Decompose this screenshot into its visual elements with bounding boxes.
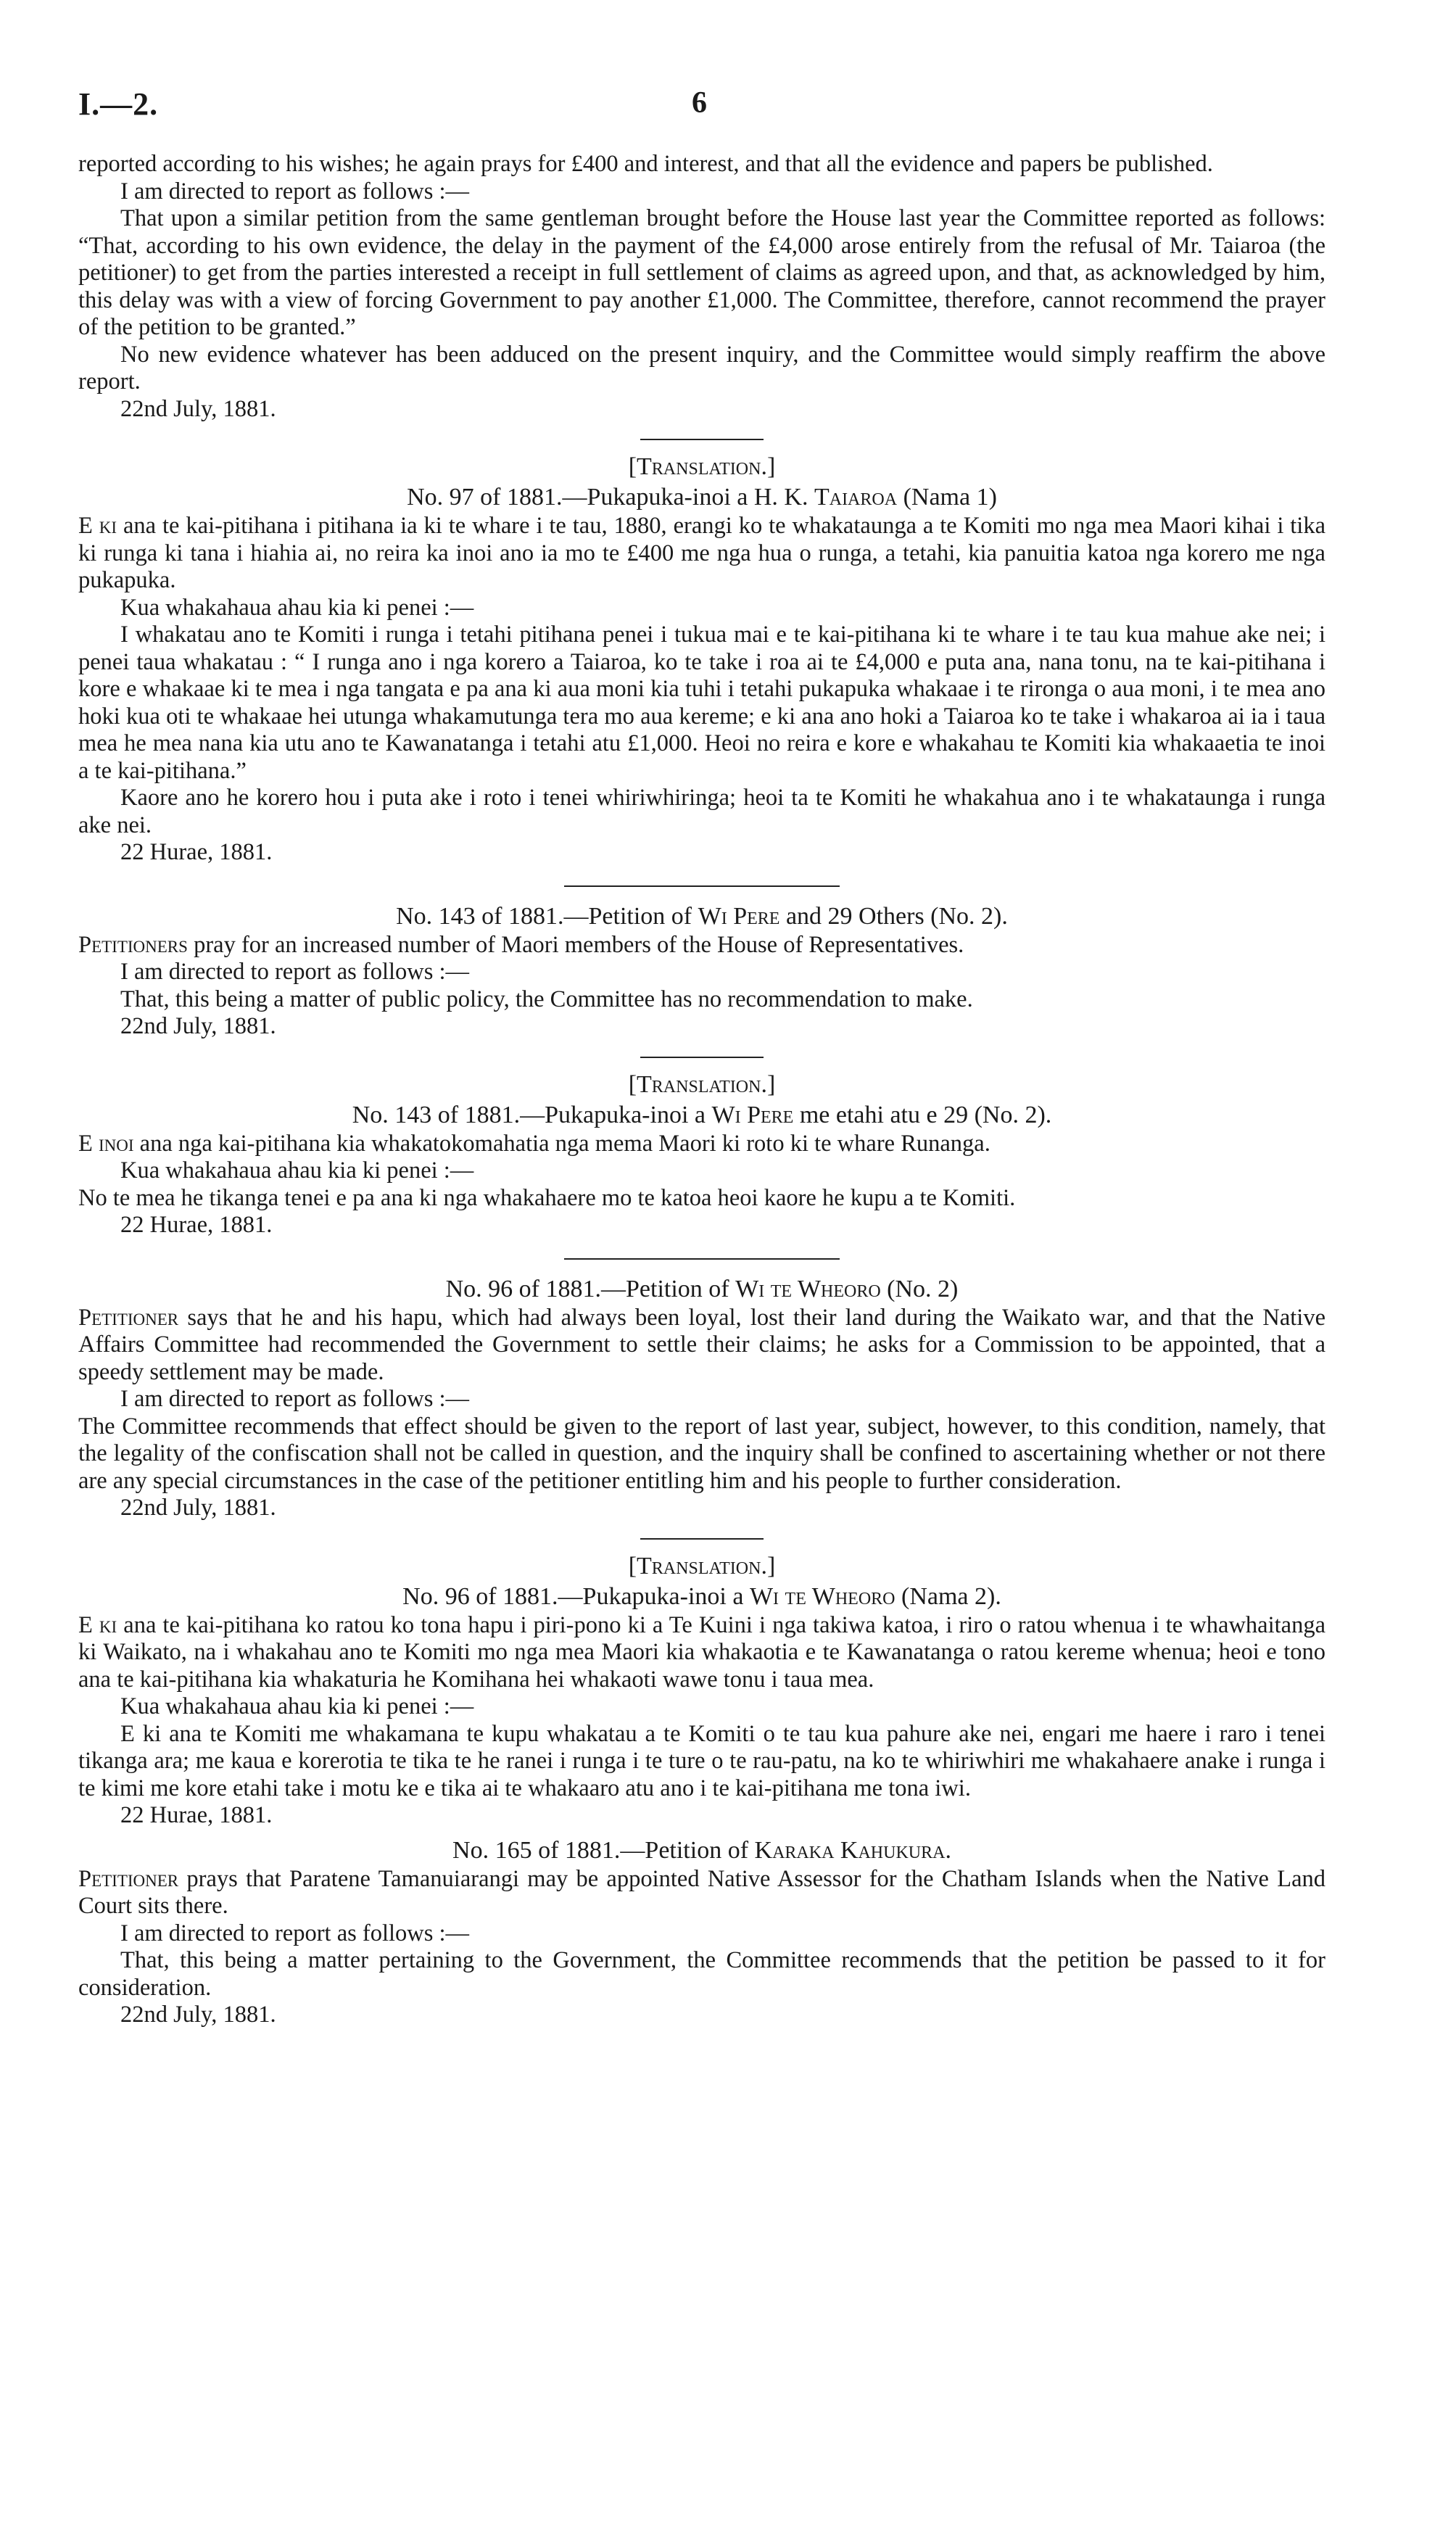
section-date: 22 Hurae, 1881. — [120, 1802, 273, 1828]
paragraph — [78, 932, 1325, 959]
paragraph: Kua whakahaua ahau kia ki penei :— — [120, 1157, 474, 1184]
heading-text: No. 96 of 1881.—Pukapuka-inoi a — [402, 1582, 744, 1610]
lead-words: E ki — [78, 513, 117, 539]
document-page — [78, 86, 1325, 2029]
section-date: 22 Hurae, 1881. — [120, 1212, 273, 1238]
intro-paragraph-1: reported according to his wishes; he again prays for £400 and interest, and that all the evidence and papers be published. — [78, 151, 1213, 177]
heading-suffix: (Nama 1) — [903, 484, 997, 511]
heading-name: Wi Pere — [698, 902, 780, 930]
section-heading-97-translation — [78, 482, 1325, 513]
heading-text: No. 97 of 1881.—Pukapuka-inoi a H. K. — [407, 484, 808, 511]
lead-words: E inoi — [78, 1130, 134, 1157]
divider — [640, 439, 764, 440]
paragraph — [78, 1866, 1325, 1920]
paragraph: I am directed to report as follows :— — [120, 959, 470, 985]
heading-suffix: me etahi atu e 29 (No. 2). — [799, 1101, 1052, 1128]
paragraph: I am directed to report as follows :— — [120, 1386, 470, 1412]
heading-text: No. 165 of 1881.—Petition of — [452, 1836, 749, 1864]
heading-name: Wi Pere — [711, 1101, 794, 1128]
paragraph-text: ana nga kai-pitihana kia whakatokomahatia nga mema Maori ki roto ki te whare Runanga. — [139, 1130, 990, 1157]
heading-name: Wi te Wheoro — [749, 1582, 895, 1610]
paragraph: No te mea he tikanga tenei e pa ana ki nga whakahaere mo te katoa heoi kaore he kupu a te Komiti. — [78, 1184, 1016, 1211]
page-number: 6 — [692, 86, 707, 120]
paragraph: Kua whakahaua ahau kia ki penei :— — [120, 594, 474, 621]
heading-suffix: and 29 Others (No. 2). — [785, 902, 1008, 930]
divider — [640, 1057, 764, 1058]
paragraph: That, this being a matter of public policy, the Committee has no recommendation to make. — [120, 986, 973, 1012]
paragraph: I whakatau ano te Komiti i runga i tetahi pitihana penei i tukua mai e te kai-pitihana ki te whare i te tau kua mahue ake nei; i penei taua whakatau : “ I runga ano i nga korero a Taiaroa, ko te take i roa ai te £4,000 e puta ana, nana tonu, na te kai-pitihana i kore e whakaae ki te mea i nga tangata e pa ana ki aua moni kia tuhi i tetahi pukapuka whakaae i te rironga o aua moni, i te mea ano hoki kua oti te whakaae hei utunga whakamutunga tera mo aua kereme; e ki ana ano hoki a Taiaroa ko te take i whakaroa ai ia i taua mea he mea nana kia utu ano te Kawanatanga i tetahi atu £1,000. Heoi no reira e kore e whakahau te Komiti kia whakaaetia te inoi a te kai-pitihana.” — [78, 621, 1325, 784]
paragraph-text: says that he and his hapu, which had always been loyal, lost their land during the Waikato war, and that the Native Affairs Committee had recommended the Government to settle their claims; he asks for a Commission to be appointed, that a speedy settlement may be made. — [78, 1304, 1326, 1385]
heading-text: No. 143 of 1881.—Pukapuka-inoi a — [352, 1101, 706, 1128]
paragraph: I am directed to report as follows :— — [120, 1920, 470, 1946]
heading-name: Wi te Wheoro — [735, 1275, 881, 1302]
section-heading-96-translation — [78, 1582, 1325, 1612]
divider — [564, 1258, 840, 1260]
intro-directed: I am directed to report as follows :— — [120, 178, 470, 205]
divider — [640, 1538, 764, 1540]
lead-words: Petitioners — [78, 931, 188, 958]
section-date: 22nd July, 1881. — [120, 1495, 276, 1521]
paragraph-text: ana te kai-pitihana i pitihana ia ki te whare i te tau, 1880, erangi ko te whakataunga a te Komiti mo nga mea Maori kihai i tika ki runga ki tana i hiahia ai, no reira ka inoi ano ia mo te £400 me nga hua o runga, a tetahi, kia panuitia katoa nga korero me nga pukapuka. — [78, 513, 1326, 593]
paragraph — [78, 1131, 1325, 1158]
heading-name: Karaka Kahukura. — [754, 1836, 951, 1864]
paragraph: The Committee recommends that effect should be given to the report of last year, subject, however, to this condition, namely, that the legality of the confiscation shall not be called in question, and the inquiry shall be confined to ascertaining whether or not there are any special circumstances in the case of the petitioner entitling him and his people to further consideration. — [78, 1413, 1325, 1494]
section-date: 22nd July, 1881. — [120, 1013, 276, 1039]
section-date: 22nd July, 1881. — [120, 2002, 276, 2028]
section-heading-165 — [78, 1835, 1325, 1866]
paragraph: E ki ana te Komiti me whakamana te kupu whakatau a te Komiti o te tau kua pahure ake nei, engari me haere i raro i tenei tikanga ara; me kaua e korerotia te tika te he ranei i runga i te ture o te rau-patu, na ko te whiriwhiri me whakahaere anake i runga i te kimi me kore etahi take i motu ke e tika ai te whakaaro atu ano i te kai-pitihana me tona iwi. — [78, 1720, 1325, 1801]
heading-suffix: (No. 2) — [887, 1275, 959, 1302]
heading-name: Taiaroa — [814, 484, 898, 511]
paragraph: Kua whakahaua ahau kia ki penei :— — [120, 1693, 474, 1719]
paragraph — [78, 1305, 1325, 1387]
spacer — [78, 1830, 1325, 1835]
heading-text: No. 143 of 1881.—Petition of — [396, 902, 692, 930]
intro-paragraph-3: No new evidence whatever has been adduced on the present inquiry, and the Committee would simply reaffirm the above report. — [78, 341, 1325, 395]
paragraph: Kaore ano he korero hou i puta ake i roto i tenei whiriwhiringa; heoi ta te Komiti he whakahua ano i te whakataunga i runga ake nei. — [78, 785, 1325, 838]
translation-label: [Translation.] — [628, 453, 776, 480]
translation-label: [Translation.] — [628, 1070, 776, 1098]
intro-paragraph-2: That upon a similar petition from the same gentleman brought before the House last year the Committee reported as follows: “That, according to his own evidence, the delay in the payment of the £4,000 arose entirely from the refusal of Mr. Taiaroa (the petitioner) to get from the parties interested a receipt in full settlement of claims as agreed upon, and that, as acknowledged by him, this delay was with a view of forcing Government to pay another £1,000. The Committee, therefore, cannot recommend the prayer of the petition to be granted.” — [78, 205, 1325, 340]
heading-suffix: (Nama 2). — [901, 1582, 1001, 1610]
intro-date: 22nd July, 1881. — [120, 395, 276, 422]
paragraph-text: prays that Paratene Tamanuiarangi may be appointed Native Assessor for the Chatham Islands when the Native Land Court sits there. — [78, 1865, 1326, 1919]
section-heading-143 — [78, 901, 1325, 932]
paragraph — [78, 1612, 1325, 1694]
lead-words: E ki — [78, 1611, 117, 1638]
paragraph-text: pray for an increased number of Maori members of the House of Representatives. — [194, 931, 964, 958]
page-header — [78, 86, 1325, 151]
paragraph-text: ana te kai-pitihana ko ratou ko tona hapu i piri-pono ki a Te Kuini i nga takiwa katoa, i riro o ratou whenua i te whawhaitanga ki Waikato, na i whakahau ano te Komiti mo nga mea Maori kia whakaotia e te Kawanatanga o ratou kereme whenua; heoi e tono ana te kai-pitihana kia whakaturia he Komihana hei whakaoti wawe tonu i taua mea. — [78, 1611, 1325, 1693]
lead-words: Petitioner — [78, 1865, 179, 1892]
lead-words: Petitioner — [78, 1304, 179, 1331]
section-date: 22 Hurae, 1881. — [120, 839, 273, 865]
section-heading-143-translation — [78, 1100, 1325, 1131]
paragraph: That, this being a matter pertaining to the Government, the Committee recommends that the petition be passed to it for consideration. — [78, 1947, 1325, 2001]
heading-text: No. 96 of 1881.—Petition of — [445, 1275, 729, 1302]
divider — [564, 885, 840, 887]
translation-label: [Translation.] — [628, 1552, 776, 1579]
paper-reference: I.—2. — [78, 86, 159, 122]
section-heading-96 — [78, 1274, 1325, 1305]
paragraph — [78, 513, 1325, 595]
